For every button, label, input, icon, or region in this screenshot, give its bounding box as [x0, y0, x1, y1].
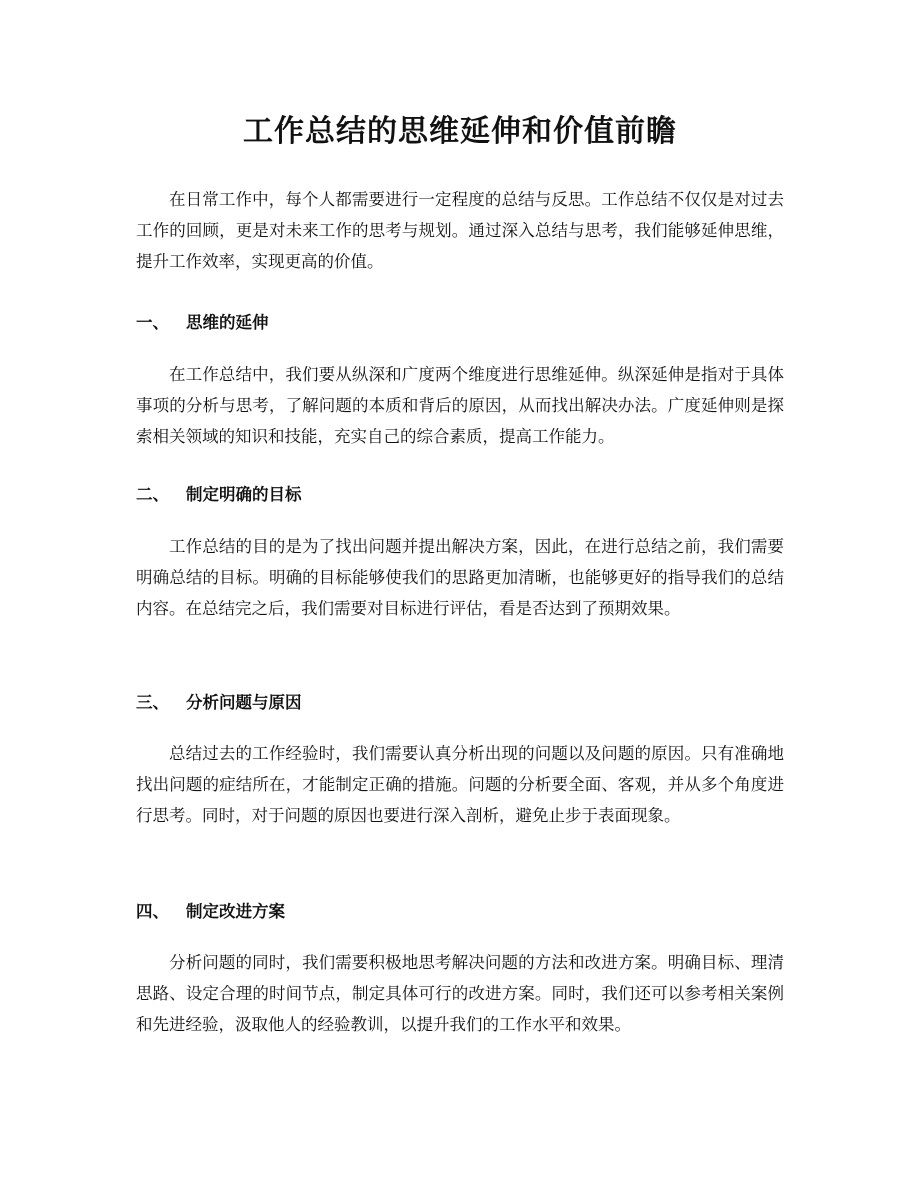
section-1-heading [136, 310, 784, 336]
section-3-number: 三、 [136, 693, 169, 712]
document-title: 工作总结的思维延伸和价值前瞻 [243, 114, 677, 149]
section-4-title: 制定改进方案 [186, 902, 285, 921]
section-4-number: 四、 [136, 902, 169, 921]
section-2-title: 制定明确的目标 [186, 485, 302, 504]
section-3-title: 分析问题与原因 [186, 693, 302, 712]
section-1-body: 在工作总结中，我们要从纵深和广度两个维度进行思维延伸。纵深延伸是指对于具体事项的分析与思考，了解问题的本质和背后的原因，从而找出解决办法。广度延伸则是探索相关领域的知识和技能，充实自己的综合素质，提高工作能力。 [136, 365, 784, 446]
section-3-heading [136, 690, 784, 716]
section-1-title: 思维的延伸 [186, 313, 269, 332]
section-2-body: 工作总结的目的是为了找出问题并提出解决方案，因此，在进行总结之前，我们需要明确总结的目标。明确的目标能够使我们的思路更加清晰，也能够更好的指导我们的总结内容。在总结完之后，我们需要对目标进行评估，看是否达到了预期效果。 [136, 537, 784, 618]
intro-paragraph: 在日常工作中，每个人都需要进行一定程度的总结与反思。工作总结不仅仅是对过去工作的回顾，更是对未来工作的思考与规划。通过深入总结与思考，我们能够延伸思维，提升工作效率，实现更高的价值。 [136, 190, 784, 271]
section-4-body: 分析问题的同时，我们需要积极地思考解决问题的方法和改进方案。明确目标、理清思路、设定合理的时间节点，制定具体可行的改进方案。同时，我们还可以参考相关案例和先进经验，汲取他人的经验教训，以提升我们的工作水平和效果。 [136, 953, 784, 1034]
section-1-number: 一、 [136, 313, 169, 332]
section-3-body: 总结过去的工作经验时，我们需要认真分析出现的问题以及问题的原因。只有准确地找出问题的症结所在，才能制定正确的措施。问题的分析要全面、客观，并从多个角度进行思考。同时，对于问题的原因也要进行深入剖析，避免止步于表面现象。 [136, 744, 784, 825]
section-4-heading [136, 899, 784, 925]
section-2-number: 二、 [136, 485, 169, 504]
section-2-heading [136, 482, 784, 508]
